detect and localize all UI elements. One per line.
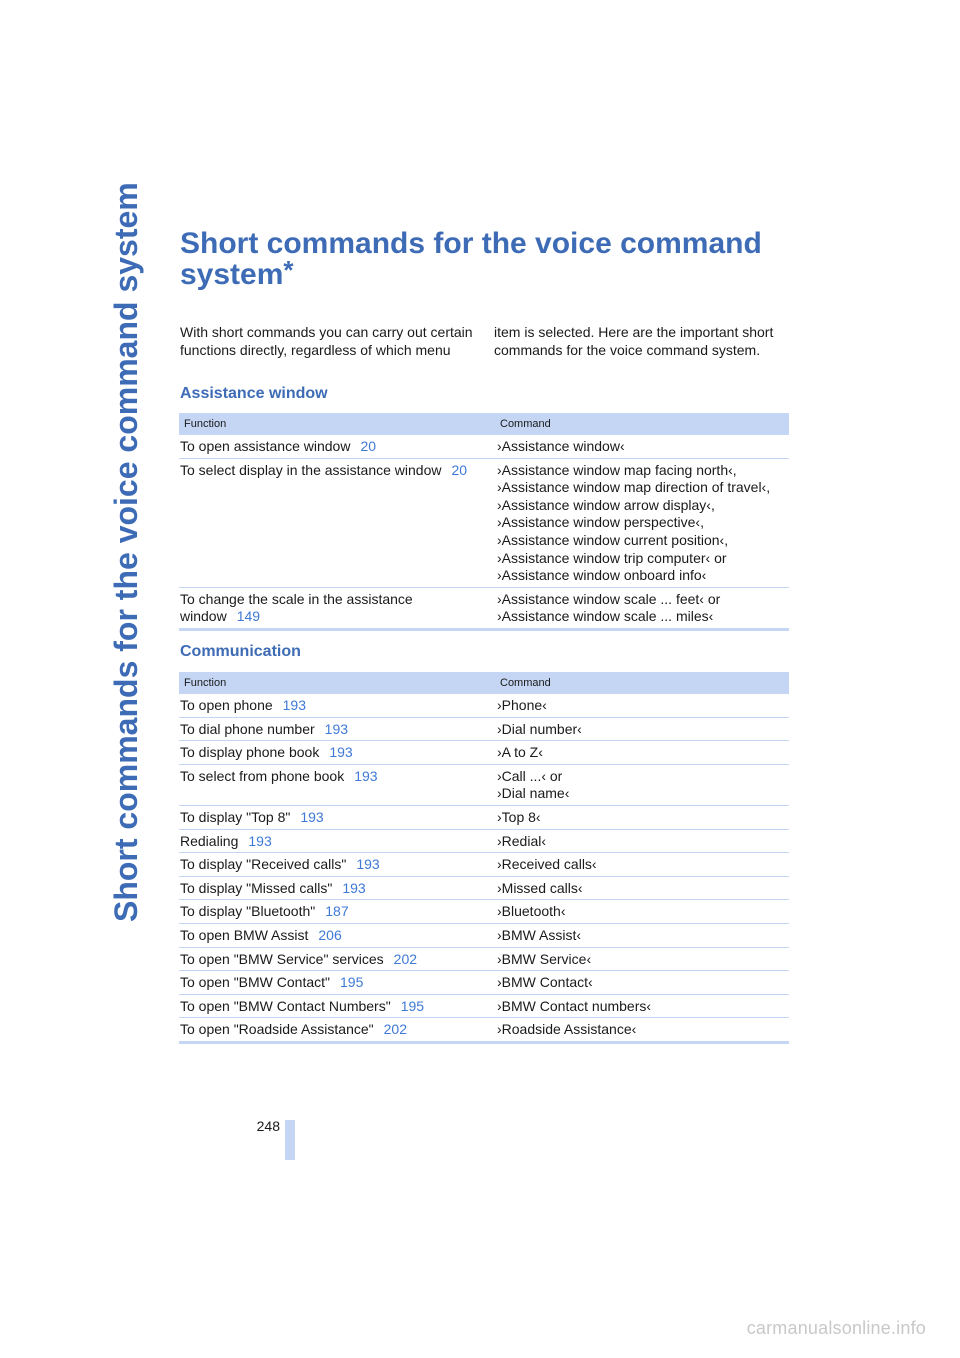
- voice-command: ›Received calls‹: [497, 856, 597, 873]
- table-row: [179, 853, 789, 877]
- voice-command: ›Bluetooth‹: [497, 903, 566, 920]
- page-reference-link[interactable]: 202: [393, 950, 418, 967]
- table-header-row: [179, 672, 789, 694]
- function-cell: [179, 971, 496, 995]
- function-text: Redialing: [180, 832, 239, 849]
- column-header-command: Command: [496, 672, 789, 694]
- command-cell: [496, 458, 789, 587]
- function-cell: [179, 741, 496, 765]
- page-reference-link[interactable]: 20: [451, 461, 468, 478]
- function-text: To display "Top 8": [180, 808, 291, 825]
- table-header-row: [179, 413, 789, 435]
- optional-equipment-star: *: [283, 255, 294, 285]
- intro-right-column: item is selected. Here are the important short commands for the voice command system.: [494, 324, 774, 358]
- table-row: [179, 829, 789, 853]
- page-reference-link[interactable]: 20: [360, 438, 377, 454]
- voice-command: ›Assistance window‹: [497, 438, 625, 454]
- function-cell: [179, 947, 496, 971]
- function-text: To open "BMW Contact Numbers": [180, 997, 391, 1014]
- function-text: To open "Roadside Assistance": [180, 1021, 374, 1038]
- voice-command: ›Assistance window map direction of travel‹,: [497, 479, 771, 496]
- function-text: To open "BMW Service" services: [180, 950, 384, 967]
- page-title-text: Short commands for the voice command system: [180, 227, 762, 291]
- function-cell: [179, 435, 496, 458]
- function-text: To open phone: [180, 697, 273, 713]
- command-cell: [496, 717, 789, 741]
- function-cell: [179, 1018, 496, 1043]
- command-cell: [496, 876, 789, 900]
- command-cell: [496, 853, 789, 877]
- table-row: [179, 587, 789, 629]
- function-cell: [179, 805, 496, 829]
- voice-command: ›BMW Contact numbers‹: [497, 997, 652, 1014]
- voice-command: ›Dial number‹: [497, 720, 582, 737]
- command-cell: [496, 805, 789, 829]
- voice-command: ›BMW Assist‹: [497, 926, 581, 943]
- command-cell: [496, 587, 789, 629]
- page-reference-link[interactable]: 149: [236, 608, 261, 625]
- page-reference-link[interactable]: 206: [318, 926, 342, 943]
- command-cell: [496, 829, 789, 853]
- table-row: [179, 435, 789, 458]
- page-number: 248: [256, 1118, 280, 1134]
- section-heading-communication: Communication: [180, 643, 301, 660]
- column-header-command: Command: [496, 413, 789, 435]
- function-cell: [179, 458, 496, 587]
- voice-command: ›Assistance window perspective‹,: [497, 514, 704, 531]
- page-reference-link[interactable]: 202: [383, 1021, 407, 1038]
- table-row: [179, 717, 789, 741]
- table-row: [179, 947, 789, 971]
- voice-command: ›Assistance window onboard info‹: [497, 567, 707, 584]
- intro-text: [180, 323, 790, 359]
- command-cell: [496, 971, 789, 995]
- command-cell: [496, 923, 789, 947]
- voice-command: ›Assistance window map facing north‹,: [497, 461, 737, 478]
- command-cell: [496, 900, 789, 924]
- function-cell: [179, 876, 496, 900]
- table-row: [179, 923, 789, 947]
- voice-command: ›Assistance window trip computer‹ or: [497, 549, 727, 566]
- function-text: To display "Bluetooth": [180, 903, 316, 920]
- table-row: [179, 741, 789, 765]
- command-cell: [496, 694, 789, 717]
- voice-command: ›Top 8‹: [497, 808, 541, 825]
- voice-command: ›Phone‹: [497, 697, 547, 713]
- voice-command: ›Redial‹: [497, 832, 547, 849]
- voice-command: ›BMW Service‹: [497, 950, 592, 967]
- command-cell: [496, 994, 789, 1018]
- table-row: [179, 694, 789, 717]
- voice-command: ›Assistance window scale ... feet‹ or: [497, 590, 721, 607]
- command-cell: [496, 435, 789, 458]
- page-reference-link[interactable]: 193: [342, 879, 366, 896]
- function-cell: [179, 717, 496, 741]
- function-cell: [179, 829, 496, 853]
- section-heading-assistance-window: Assistance window: [180, 385, 328, 402]
- voice-command: ›Assistance window current position‹,: [497, 531, 729, 548]
- column-header-function: Function: [179, 413, 496, 435]
- table-row: [179, 900, 789, 924]
- voice-command: ›BMW Contact‹: [497, 974, 593, 991]
- voice-command: ›Roadside Assistance‹: [497, 1021, 637, 1038]
- page-reference-link[interactable]: 193: [300, 808, 324, 825]
- intro-left-column: With short commands you can carry out certain functions directly, regardless of which menu: [180, 324, 473, 358]
- function-cell: [179, 994, 496, 1018]
- watermark: carmanualsonline.info: [746, 1318, 926, 1338]
- table-row: [179, 805, 789, 829]
- table-row: [179, 876, 789, 900]
- function-cell: [179, 694, 496, 717]
- function-text: To change the scale in the assistance window: [180, 590, 413, 625]
- voice-command: ›A to Z‹: [497, 744, 543, 761]
- command-cell: [496, 1018, 789, 1043]
- communication-table: [179, 672, 789, 1044]
- command-cell: [496, 741, 789, 765]
- voice-command: ›Call ...‹ or: [497, 767, 563, 784]
- page-reference-link[interactable]: 187: [325, 903, 349, 920]
- page-reference-link[interactable]: 193: [324, 720, 349, 737]
- page-title: [180, 228, 800, 290]
- page-reference-link[interactable]: 195: [400, 997, 425, 1014]
- table-row: [179, 458, 789, 587]
- function-text: To select from phone book: [180, 767, 345, 784]
- function-cell: [179, 900, 496, 924]
- function-cell: [179, 764, 496, 805]
- table-row: [179, 994, 789, 1018]
- table-row: [179, 971, 789, 995]
- function-cell: [179, 853, 496, 877]
- page-reference-link[interactable]: 193: [282, 697, 306, 713]
- side-chapter-title: Short commands for the voice command system: [108, 182, 144, 922]
- column-header-function: Function: [179, 672, 496, 694]
- voice-command: ›Dial name‹: [497, 785, 570, 802]
- page-reference-link[interactable]: 193: [248, 832, 272, 849]
- function-text: To display "Received calls": [180, 856, 347, 873]
- page-reference-link[interactable]: 193: [329, 744, 353, 761]
- function-text: To display phone book: [180, 744, 320, 761]
- table-row: [179, 764, 789, 805]
- command-cell: [496, 764, 789, 805]
- voice-command: ›Missed calls‹: [497, 879, 583, 896]
- page-reference-link[interactable]: 193: [354, 767, 378, 784]
- function-text: To open BMW Assist: [180, 926, 309, 943]
- function-text: To select display in the assistance window: [180, 461, 442, 478]
- function-text: To display "Missed calls": [180, 879, 333, 896]
- command-cell: [496, 947, 789, 971]
- assistance-window-table: [179, 413, 789, 631]
- function-cell: [179, 923, 496, 947]
- function-text: To open assistance window: [180, 438, 351, 454]
- page-reference-link[interactable]: 195: [340, 974, 364, 991]
- page-number-bar: [285, 1120, 295, 1160]
- page-reference-link[interactable]: 193: [356, 856, 380, 873]
- table-row: [179, 1018, 789, 1043]
- function-text: To open "BMW Contact": [180, 974, 331, 991]
- voice-command: ›Assistance window arrow display‹,: [497, 496, 715, 513]
- function-cell: [179, 587, 496, 629]
- voice-command: ›Assistance window scale ... miles‹: [497, 608, 714, 625]
- function-text: To dial phone number: [180, 720, 315, 737]
